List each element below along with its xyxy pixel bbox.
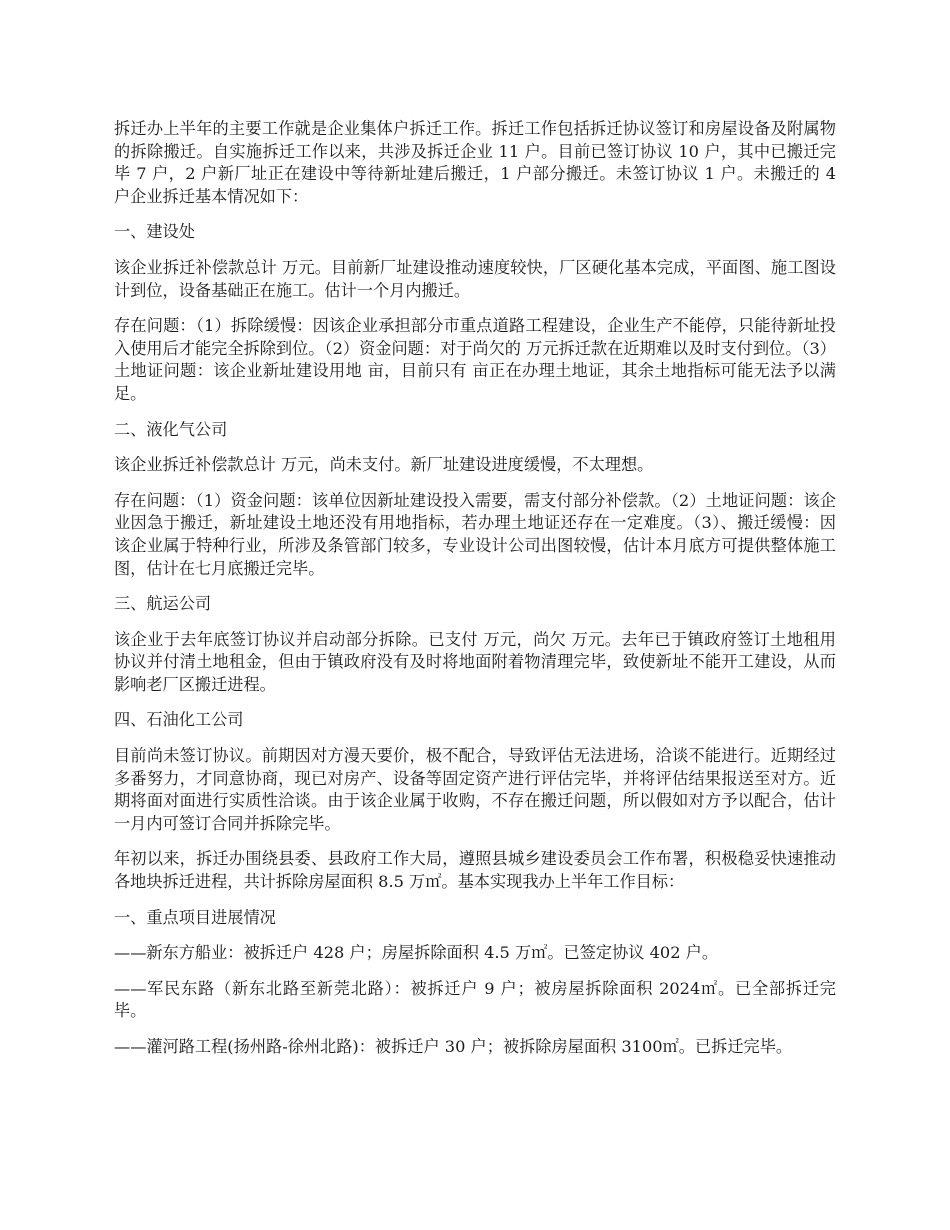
intro-paragraph: 拆迁办上半年的主要工作就是企业集体户拆迁工作。拆迁工作包括拆迁协议签订和房屋设备及附属物的拆除搬迁。自实施拆迁工作以来，共涉及拆迁企业 11 户。目前已签订协议 10 户，其中已搬迁完毕 7 户，2 户新厂址正在建设中等待新址建后搬迁，1 户部分搬迁。未签订协议 1 户。未搬迁的 4 户企业拆迁基本情况如下： <box>114 119 836 206</box>
petrochemical-paragraph: 目前尚未签订协议。前期因对方漫天要价，极不配合，导致评估无法进场，洽谈不能进行。近期经过多番努力，才同意协商，现已对房产、设备等固定资产进行评估完毕，并将评估结果报送至对方。近期将面对面进行实质性洽谈。由于该企业属于收购，不存在搬迁问题，所以假如对方予以配合，估计一月内可签订合同并拆除完毕。 <box>114 746 836 833</box>
shipping-paragraph: 该企业于去年底签订协议并启动部分拆除。已支付 万元，尚欠 万元。去年已于镇政府签订土地租用协议并付清土地租金，但由于镇政府没有及时将地面附着物清理完毕，致使新址不能开工建设，从而影响老厂区搬迁进程。 <box>114 629 836 694</box>
section-heading-construction: 一、建设处 <box>114 222 195 242</box>
project-item-junmin-road: ——军民东路（新东北路至新莞北路）：被拆迁户 9 户；被房屋拆除面积 2024㎡。已全部拆迁完毕。 <box>114 978 836 1021</box>
project-item-xindongfang: ——新东方船业：被拆迁户 428 户；房屋拆除面积 4.5 万㎡。已签定协议 402 户。 <box>114 943 719 963</box>
construction-compensation-paragraph: 该企业拆迁补偿款总计 万元。目前新厂址建设推动速度较快，厂区硬化基本完成，平面图、施工图设计到位，设备基础正在施工。估计一个月内搬迁。 <box>114 257 836 300</box>
lpg-compensation-paragraph: 该企业拆迁补偿款总计 万元，尚未支付。新厂址建设进度缓慢，不太理想。 <box>114 455 654 475</box>
section-heading-shipping-company: 三、航运公司 <box>114 594 212 614</box>
section-heading-lpg-company: 二、液化气公司 <box>114 419 228 439</box>
lpg-issues-paragraph: 存在问题：（1）资金问题：该单位因新址建设投入需要，需支付部分补偿款。（2）土地证问题：该企业因急于搬迁，新址建设土地还没有用地指标，若办理土地证还存在一定难度。（3）、搬迁缓慢：因该企业属于特种行业，所涉及条管部门较多，专业设计公司出图较慢，估计本月底方可提供整体施工图，估计在七月底搬迁完毕。 <box>114 490 836 578</box>
section-heading-petrochemical-company: 四、石油化工公司 <box>114 710 244 730</box>
construction-issues-paragraph: 存在问题：（1）拆除缓慢：因该企业承担部分市重点道路工程建设，企业生产不能停，只能待新址投入使用后才能完全拆除到位。（2）资金问题：对于尚欠的 万元拆迁款在近期难以及时支付到位。（3）土地证问题：该企业新址建设用地 亩，目前只有 亩正在办理土地证，其余土地指标可能无法予以满足。 <box>114 316 836 403</box>
section-heading-key-projects: 一、重点项目进展情况 <box>114 907 276 927</box>
half-year-summary-paragraph: 年初以来，拆迁办围绕县委、县政府工作大局，遵照县城乡建设委员会工作布署，积极稳妥快速推动各地块拆迁进程，共计拆除房屋面积 8.5 万㎡。基本实现我办上半年工作目标： <box>114 849 836 892</box>
project-item-guanhe-road: ——灌河路工程(扬州路-徐州北路)：被拆迁户 30 户；被拆除房屋面积 3100㎡。已拆迁完毕。 <box>114 1037 793 1056</box>
document-page <box>114 118 836 1072</box>
